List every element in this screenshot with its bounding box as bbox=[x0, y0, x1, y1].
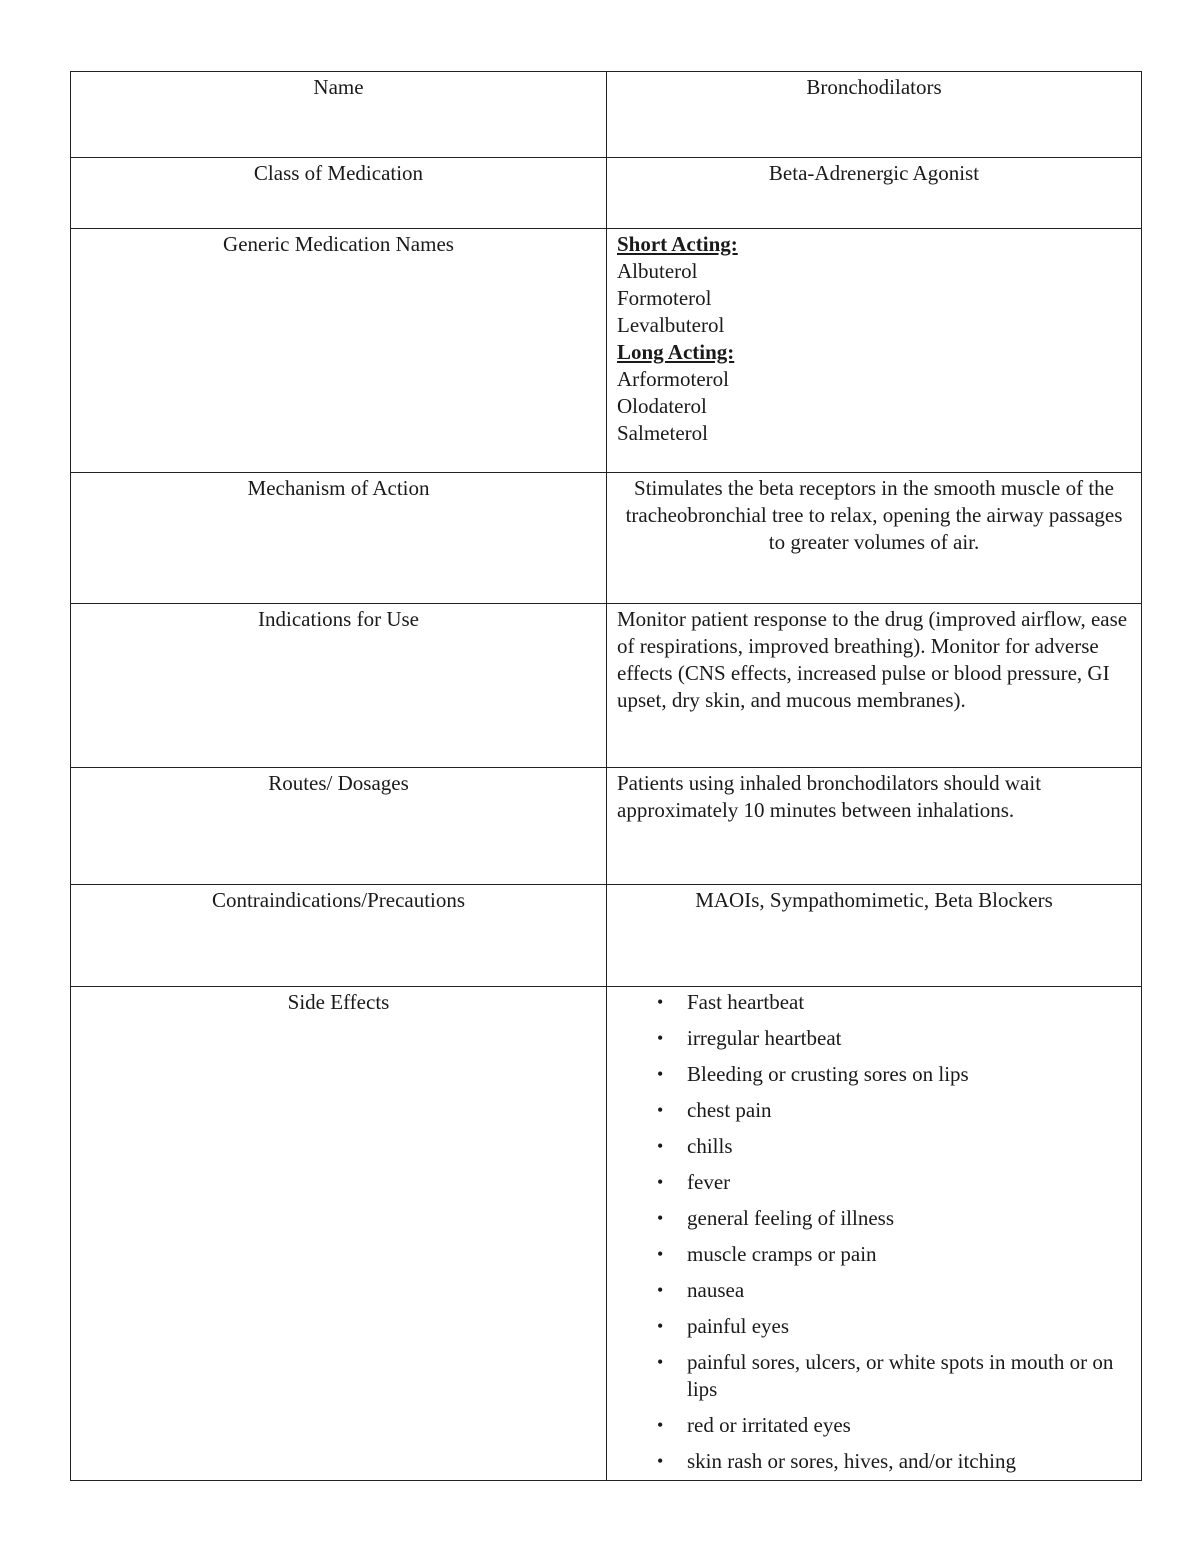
bullet-icon: • bbox=[657, 1415, 664, 1435]
list-item bbox=[657, 1349, 1131, 1403]
bullet-icon: • bbox=[657, 1172, 664, 1192]
row-label: Routes/ Dosages bbox=[71, 768, 607, 885]
routes-value: Patients using inhaled bronchodilators should wait approximately 10 minutes between inhalations. bbox=[607, 768, 1142, 885]
side-effect-text: general feeling of illness bbox=[687, 1206, 895, 1230]
side-effect-text: fever bbox=[687, 1170, 731, 1194]
list-item bbox=[657, 1313, 1131, 1340]
short-acting-heading: Short Acting: bbox=[617, 232, 738, 256]
row-label: Side Effects bbox=[71, 987, 607, 1481]
side-effect-text: chest pain bbox=[687, 1098, 772, 1122]
short-acting-item: Levalbuterol bbox=[617, 313, 725, 337]
row-class bbox=[71, 158, 1142, 229]
short-acting-item: Formoterol bbox=[617, 286, 712, 310]
row-label: Mechanism of Action bbox=[71, 473, 607, 604]
list-item bbox=[657, 1061, 1131, 1088]
mechanism-value: Stimulates the beta receptors in the smooth muscle of the tracheobronchial tree to relax, opening the airway passages to greater volumes of air. bbox=[607, 473, 1142, 604]
indications-value: Monitor patient response to the drug (improved airflow, ease of respirations, improved breathing). Monitor for adverse effects (CNS effects, increased pulse or blood pressure, GI upset, dry skin, and mucous membranes). bbox=[607, 604, 1142, 768]
side-effect-text: skin rash or sores, hives, and/or itching bbox=[687, 1449, 1016, 1473]
generic-names-value bbox=[607, 229, 1142, 473]
bullet-icon: • bbox=[657, 992, 664, 1012]
row-label: Generic Medication Names bbox=[71, 229, 607, 473]
drug-info-table bbox=[70, 71, 1142, 1481]
bullet-icon: • bbox=[657, 1064, 664, 1084]
bullet-icon: • bbox=[657, 1451, 664, 1471]
row-routes bbox=[71, 768, 1142, 885]
row-label: Class of Medication bbox=[71, 158, 607, 229]
list-item bbox=[657, 1133, 1131, 1160]
row-generic-names bbox=[71, 229, 1142, 473]
side-effect-text: chills bbox=[687, 1134, 733, 1158]
long-acting-heading: Long Acting: bbox=[617, 340, 735, 364]
side-effect-text: muscle cramps or pain bbox=[687, 1242, 877, 1266]
side-effect-text: red or irritated eyes bbox=[687, 1413, 851, 1437]
bullet-icon: • bbox=[657, 1244, 664, 1264]
long-acting-item: Salmeterol bbox=[617, 421, 708, 445]
list-item bbox=[657, 1448, 1131, 1475]
row-mechanism bbox=[71, 473, 1142, 604]
drug-name-value: Bronchodilators bbox=[607, 72, 1142, 158]
list-item bbox=[657, 1412, 1131, 1439]
side-effects-list bbox=[617, 989, 1131, 1475]
side-effect-text: irregular heartbeat bbox=[687, 1026, 842, 1050]
side-effects-value bbox=[607, 987, 1142, 1481]
long-acting-item: Olodaterol bbox=[617, 394, 707, 418]
long-acting-item: Arformoterol bbox=[617, 367, 729, 391]
list-item bbox=[657, 1097, 1131, 1124]
bullet-icon: • bbox=[657, 1280, 664, 1300]
bullet-icon: • bbox=[657, 1208, 664, 1228]
list-item bbox=[657, 1025, 1131, 1052]
side-effect-text: Bleeding or crusting sores on lips bbox=[687, 1062, 969, 1086]
row-label: Contraindications/Precautions bbox=[71, 885, 607, 987]
bullet-icon: • bbox=[657, 1028, 664, 1048]
list-item bbox=[657, 1277, 1131, 1304]
contraindications-value: MAOIs, Sympathomimetic, Beta Blockers bbox=[607, 885, 1142, 987]
row-name bbox=[71, 72, 1142, 158]
class-value: Beta-Adrenergic Agonist bbox=[607, 158, 1142, 229]
list-item bbox=[657, 1169, 1131, 1196]
side-effect-text: nausea bbox=[687, 1278, 745, 1302]
short-acting-item: Albuterol bbox=[617, 259, 698, 283]
bullet-icon: • bbox=[657, 1352, 664, 1372]
list-item bbox=[657, 1205, 1131, 1232]
bullet-icon: • bbox=[657, 1136, 664, 1156]
row-side-effects bbox=[71, 987, 1142, 1481]
row-label: Name bbox=[71, 72, 607, 158]
bullet-icon: • bbox=[657, 1316, 664, 1336]
side-effect-text: Fast heartbeat bbox=[687, 990, 805, 1014]
row-label: Indications for Use bbox=[71, 604, 607, 768]
side-effect-text: painful eyes bbox=[687, 1314, 790, 1338]
bullet-icon: • bbox=[657, 1100, 664, 1120]
row-contraindications bbox=[71, 885, 1142, 987]
row-indications bbox=[71, 604, 1142, 768]
list-item bbox=[657, 989, 1131, 1016]
list-item bbox=[657, 1241, 1131, 1268]
side-effect-text: painful sores, ulcers, or white spots in mouth or on lips bbox=[687, 1350, 1114, 1401]
